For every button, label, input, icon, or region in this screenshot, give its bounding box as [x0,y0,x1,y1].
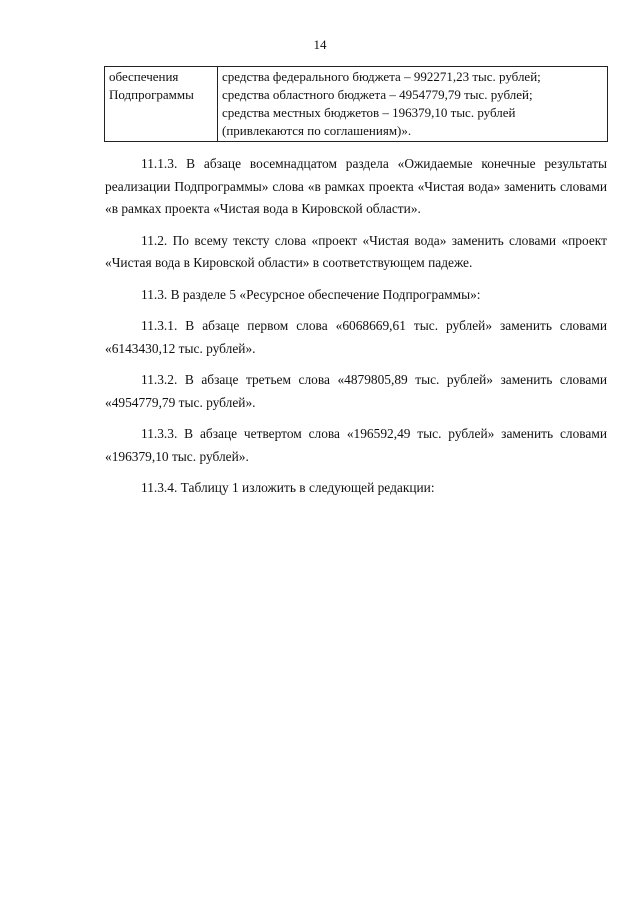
table-cell-line: (привлекаются по соглашениям)». [222,123,412,138]
table-cell-line: Подпрограммы [109,87,194,102]
paragraph-11-1-3: 11.1.3. В абзаце восемнадцатом раздела «Ожидаемые конечные результаты реализации Подпрограммы» слова «в рамках проекта «Чистая вода» заменить словами «в рамках проекта «Чистая вода в Кировской области». [105,156,607,216]
paragraph-11-3-2: 11.3.2. В абзаце третьем слова «4879805,89 тыс. рублей» заменить словами «4954779,79 тыс. рублей». [105,372,607,410]
paragraph-11-2: 11.2. По всему тексту слова «проект «Чистая вода» заменить словами «проект «Чистая вода в Кировской области» в соответствующем падеже. [105,232,607,270]
document-body [105,153,607,509]
table-cell-line: средства федерального бюджета – 992271,23 тыс. рублей; [222,69,541,84]
funding-table [104,66,608,142]
table-cell-line: обеспечения [109,69,179,84]
paragraph-11-3-3: 11.3.3. В абзаце четвертом слова «196592,49 тыс. рублей» заменить словами «196379,10 тыс. рублей». [105,426,607,464]
table-cell-value [218,67,608,142]
paragraph-11-3-4: 11.3.4. Таблицу 1 изложить в следующей редакции: [141,480,435,495]
paragraph-11-3: 11.3. В разделе 5 «Ресурсное обеспечение Подпрограммы»: [141,286,481,302]
table-row [105,67,608,142]
table-cell-label [105,67,218,142]
paragraph-11-3-1: 11.3.1. В абзаце первом слова «6068669,61 тыс. рублей» заменить словами «6143430,12 тыс. рублей». [105,318,607,356]
table-cell-line: средства областного бюджета – 4954779,79 тыс. рублей; [222,87,533,102]
table-cell-line: средства местных бюджетов – 196379,10 тыс. рублей [222,105,516,120]
page-number: 14 [313,37,327,52]
